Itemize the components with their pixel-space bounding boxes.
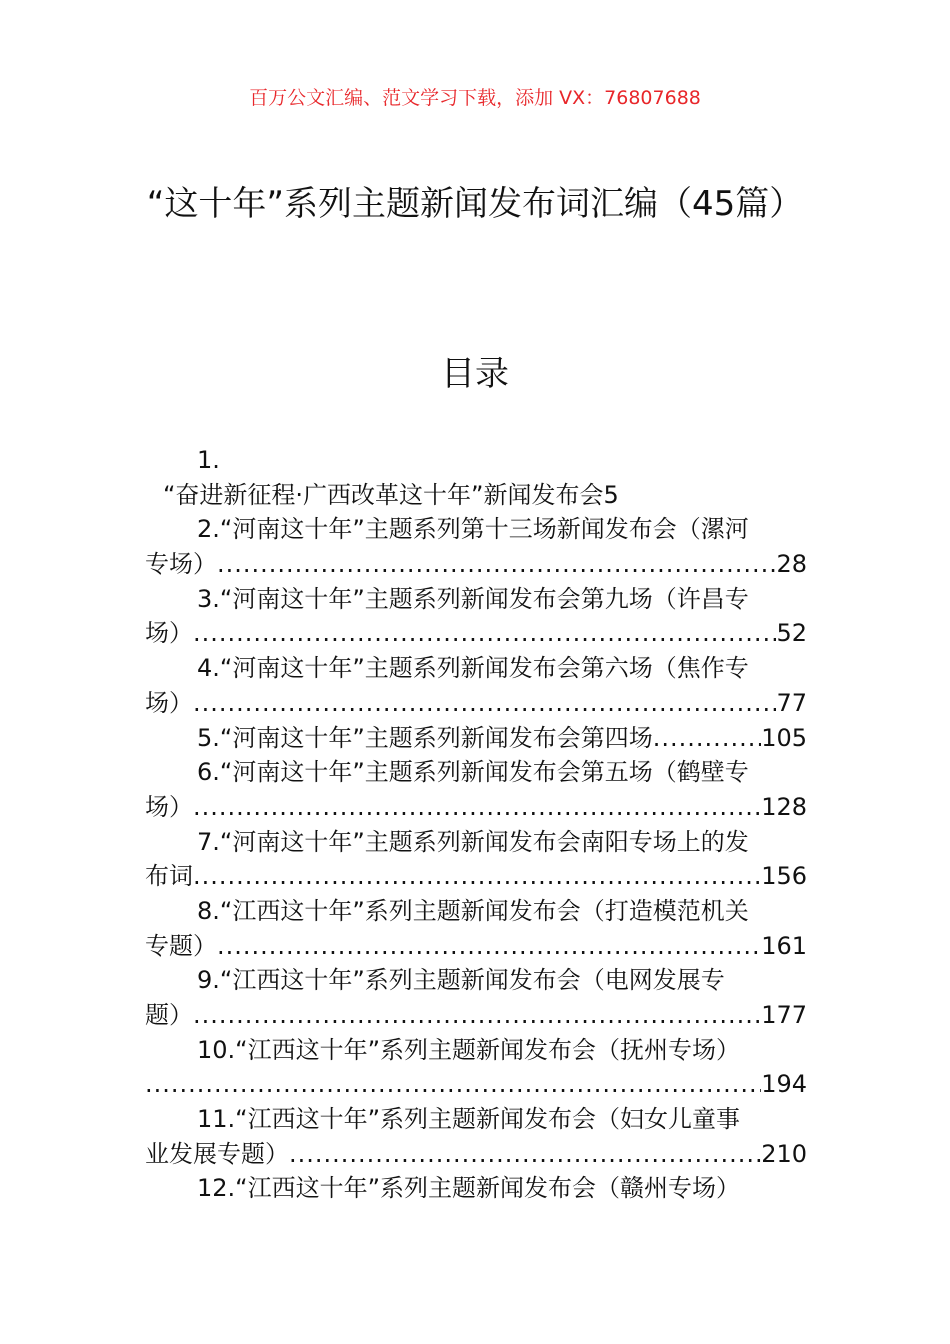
toc-entry-7-line-2[interactable] xyxy=(145,859,807,894)
toc-entry-number: 12. xyxy=(197,1174,236,1203)
toc-entry-title: “河南这十年”主题系列第十三场新闻发布会（漯河 xyxy=(219,515,749,544)
toc-entry-6-line-2[interactable] xyxy=(145,790,807,825)
toc-entry-2-line-2[interactable] xyxy=(145,547,807,582)
toc-entry-title-continued: 场） xyxy=(145,792,193,821)
toc-entry-4-line-2[interactable] xyxy=(145,686,807,721)
toc-entry-title-continued: 布词 xyxy=(145,862,193,891)
toc-entry-page: 194 xyxy=(761,1070,807,1099)
toc-entry-11-line-2[interactable] xyxy=(145,1137,807,1172)
toc-entry-number: 2. xyxy=(197,515,220,544)
toc-leader-dots xyxy=(145,1067,761,1102)
toc-leader-dots xyxy=(653,721,761,756)
toc-leader-dots xyxy=(193,686,776,721)
toc-entry-6-line-1[interactable] xyxy=(145,755,807,790)
toc-entry-number: 5. xyxy=(197,723,220,752)
toc-entry-title: “河南这十年”主题系列新闻发布会第六场（焦作专 xyxy=(219,654,749,683)
toc-entry-title: “江西这十年”系列主题新闻发布会（电网发展专 xyxy=(219,966,725,995)
toc-leader-dots xyxy=(193,790,761,825)
header-note: 百万公文汇编、范文学习下载，添加 VX：76807688 xyxy=(249,87,701,109)
toc-entry-11-line-1[interactable] xyxy=(145,1102,807,1137)
toc-entry-9-line-2[interactable] xyxy=(145,998,807,1033)
toc-entry-number: 11. xyxy=(197,1105,236,1134)
toc-entry-10-line-2[interactable] xyxy=(145,1067,807,1102)
toc-entry-number: 4. xyxy=(197,654,220,683)
toc-entry-number: 8. xyxy=(197,896,220,925)
toc-leader-dots xyxy=(193,616,776,651)
toc-entry-title: “河南这十年”主题系列新闻发布会第五场（鹤壁专 xyxy=(219,758,749,787)
toc-entry-12-line-1[interactable] xyxy=(145,1171,807,1206)
toc-leader-dots xyxy=(217,547,776,582)
toc-leader-dots xyxy=(193,998,761,1033)
toc-heading: 目录 xyxy=(441,354,509,394)
toc-entry-title-continued: 专场） xyxy=(145,550,217,579)
toc-entry-title-continued: 题） xyxy=(145,1001,193,1029)
toc-entry-title-continued: 场） xyxy=(145,619,193,648)
toc-entry-title: “江西这十年”系列主题新闻发布会（妇女儿童事 xyxy=(235,1105,741,1134)
toc-entry-number: 6. xyxy=(197,758,220,787)
toc-entry-title: “河南这十年”主题系列新闻发布会南阳专场上的发 xyxy=(219,827,749,856)
toc-entry-9-line-1[interactable] xyxy=(145,963,807,998)
toc-entry-number: 9. xyxy=(197,966,220,995)
toc-leader-dots xyxy=(217,929,761,964)
toc-entry-page: 161 xyxy=(761,931,807,960)
toc-entry-page: 177 xyxy=(761,1001,807,1029)
toc-entry-title-continued: 场） xyxy=(145,688,193,717)
toc-entry-3-line-2[interactable] xyxy=(145,616,807,651)
toc-entry-title: “江西这十年”系列主题新闻发布会（抚州专场） xyxy=(235,1035,741,1064)
toc-entry-title: “河南这十年”主题系列新闻发布会第四场 xyxy=(219,723,653,752)
toc-entry-title: “奋进新征程·广西改革这十年”新闻发布会 xyxy=(163,480,604,509)
toc-entry-number: 3. xyxy=(197,584,220,613)
toc-entry-5-line-1[interactable] xyxy=(145,721,807,756)
toc-leader-dots xyxy=(193,859,761,894)
toc-leader-dots xyxy=(289,1137,761,1172)
toc-entry-page: 5 xyxy=(603,480,619,509)
toc-entry-title: “河南这十年”主题系列新闻发布会第九场（许昌专 xyxy=(219,584,749,613)
toc-entry-3-line-1[interactable] xyxy=(145,582,807,617)
toc-entry-number: 1. xyxy=(197,446,220,474)
toc-entry-7-line-1[interactable] xyxy=(145,825,807,860)
toc-entry-page: 128 xyxy=(761,792,807,821)
toc-entry-title: “江西这十年”系列主题新闻发布会（赣州专场） xyxy=(235,1174,741,1203)
document-title: “这十年”系列主题新闻发布词汇编（45篇） xyxy=(146,184,804,224)
toc-entry-number: 7. xyxy=(197,827,220,856)
toc-entry-1-number-line[interactable] xyxy=(145,443,807,478)
table-of-contents xyxy=(145,443,807,1206)
toc-entry-8-line-2[interactable] xyxy=(145,929,807,964)
toc-entry-10-line-1[interactable] xyxy=(145,1033,807,1068)
toc-entry-page: 156 xyxy=(761,862,807,891)
toc-entry-page: 105 xyxy=(761,723,807,752)
toc-entry-number: 10. xyxy=(197,1035,236,1064)
toc-entry-page: 77 xyxy=(776,688,807,717)
toc-entry-4-line-1[interactable] xyxy=(145,651,807,686)
toc-entry-page: 28 xyxy=(776,550,807,579)
toc-entry-2-line-1[interactable] xyxy=(145,512,807,547)
toc-entry-title: “江西这十年”系列主题新闻发布会（打造模范机关 xyxy=(219,896,749,925)
toc-entry-title-continued: 专题） xyxy=(145,931,217,960)
toc-entry-8-line-1[interactable] xyxy=(145,894,807,929)
toc-entry-1-text-line[interactable] xyxy=(145,478,807,513)
toc-entry-page: 52 xyxy=(776,619,807,648)
toc-entry-page: 210 xyxy=(761,1139,807,1168)
toc-entry-title-continued: 业发展专题） xyxy=(145,1139,289,1168)
